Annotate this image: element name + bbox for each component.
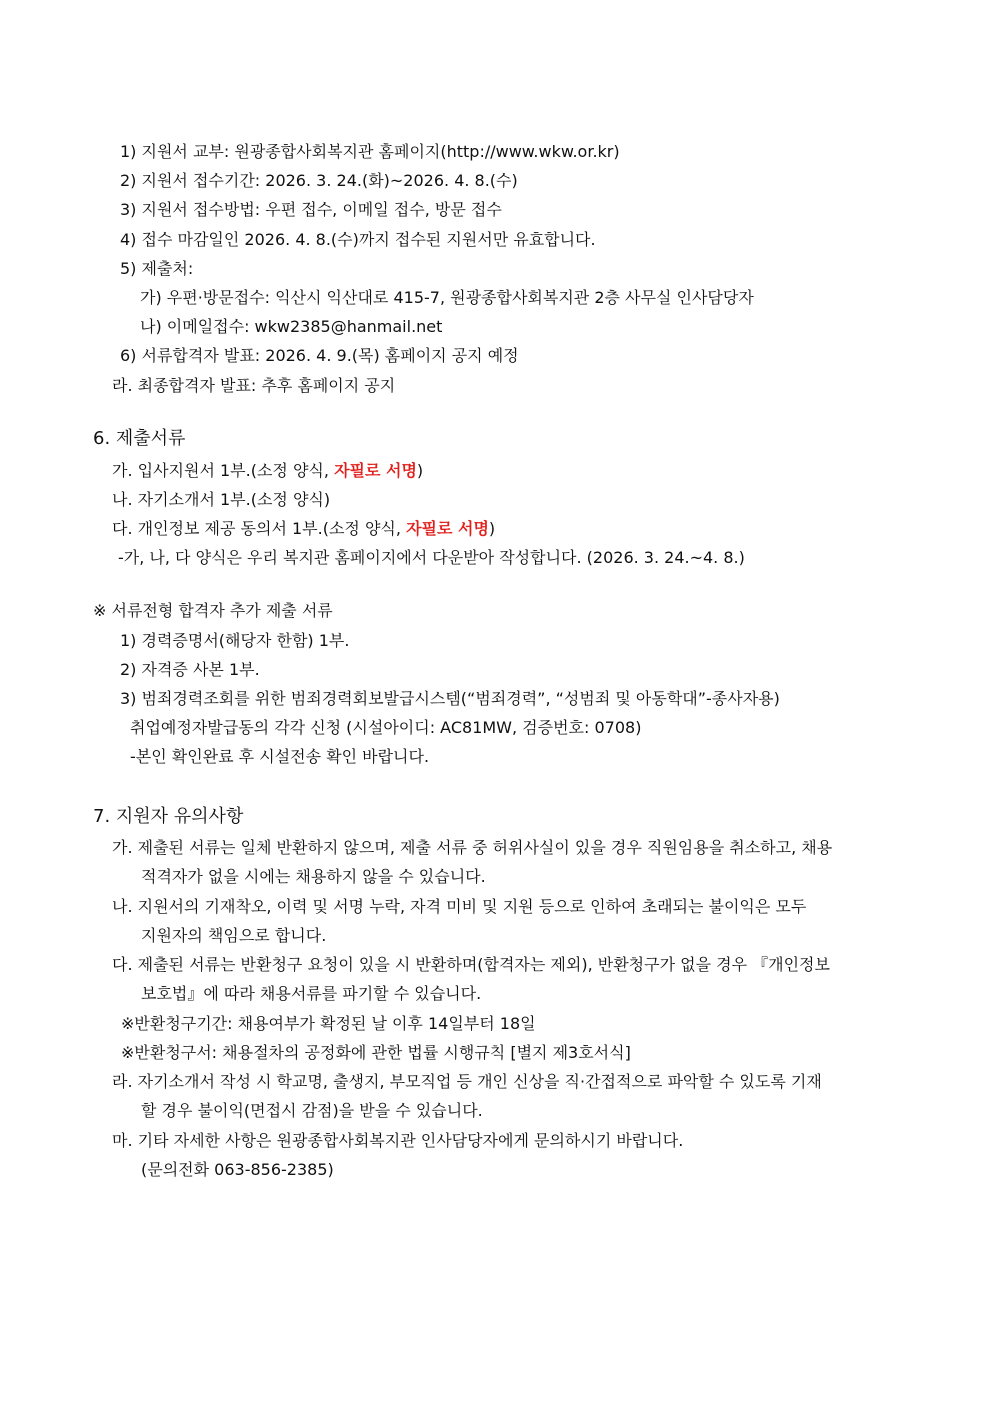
section-7-title: 7. 지원자 유의사항 bbox=[93, 806, 244, 827]
additional-docs-title: ※ 서류전형 합격자 추가 제출 서류 bbox=[93, 601, 333, 620]
list-item: 3) 범죄경력조회를 위한 범죄경력회보발급시스템(“범죄경력”, “성범죄 및 아동학대”-종사자용) bbox=[120, 689, 780, 708]
list-item: 1) 경력증명서(해당자 한함) 1부. bbox=[120, 631, 350, 650]
notice-e: 마. 기타 자세한 사항은 원광종합사회복지관 인사담당자에게 문의하시기 바랍니다. bbox=[112, 1131, 684, 1150]
signature-required: 자필로 서명 bbox=[406, 519, 489, 538]
notice-b: 나. 지원서의 기재착오, 이력 및 서명 누락, 자격 미비 및 지원 등으로 인하여 초래되는 불이익은 모두 bbox=[112, 897, 807, 916]
list-item: 6) 서류합격자 발표: 2026. 4. 9.(목) 홈페이지 공지 예정 bbox=[120, 346, 519, 365]
list-item: 1) 지원서 교부: 원광종합사회복지관 홈페이지(http://www.wkw.or.kr) bbox=[120, 142, 620, 161]
notice-c-cont: 보호법』에 따라 채용서류를 파기할 수 있습니다. bbox=[141, 984, 482, 1003]
notice-b-cont: 지원자의 책임으로 합니다. bbox=[141, 926, 327, 945]
list-item: 가. 입사지원서 1부.(소정 양식, 자필로 서명) bbox=[112, 461, 424, 480]
list-item: 4) 접수 마감일인 2026. 4. 8.(수)까지 접수된 지원서만 유효합니다. bbox=[120, 230, 596, 249]
return-form: ※반환청구서: 채용절차의 공정화에 관한 법률 시행규칙 [별지 제3호서식] bbox=[121, 1043, 631, 1062]
notice-d-cont: 할 경우 불이익(면접시 감점)을 받을 수 있습니다. bbox=[141, 1101, 483, 1120]
contact-phone: (문의전화 063-856-2385) bbox=[141, 1160, 334, 1179]
list-item: 3) 지원서 접수방법: 우편 접수, 이메일 접수, 방문 접수 bbox=[120, 200, 502, 219]
criminal-record-consent: 취업예정자발급동의 각각 신청 (시설아이디: AC81MW, 검증번호: 0708) bbox=[130, 718, 642, 737]
criminal-record-note: -본인 확인완료 후 시설전송 확인 바랍니다. bbox=[130, 747, 430, 766]
return-period: ※반환청구기간: 채용여부가 확정된 날 이후 14일부터 18일 bbox=[121, 1014, 536, 1033]
submission-email: 나) 이메일접수: wkw2385@hanmail.net bbox=[140, 317, 443, 336]
notice-a-cont: 적격자가 없을 시에는 채용하지 않을 수 있습니다. bbox=[141, 867, 486, 886]
final-announcement: 라. 최종합격자 발표: 추후 홈페이지 공지 bbox=[112, 376, 396, 395]
signature-required: 자필로 서명 bbox=[334, 461, 417, 480]
notice-c: 다. 제출된 서류는 반환청구 요청이 있을 시 반환하며(합격자는 제외), 반환청구가 없을 경우 『개인정보 bbox=[112, 955, 830, 974]
list-item: 2) 지원서 접수기간: 2026. 3. 24.(화)~2026. 4. 8.(수) bbox=[120, 171, 518, 190]
submission-address: 가) 우편·방문접수: 익산시 익산대로 415-7, 원광종합사회복지관 2층 사무실 인사담당자 bbox=[140, 288, 754, 307]
forms-note: -가, 나, 다 양식은 우리 복지관 홈페이지에서 다운받아 작성합니다. (2026. 3. 24.~4. 8.) bbox=[118, 548, 745, 567]
list-item: 5) 제출처: bbox=[120, 259, 194, 278]
list-item: 나. 자기소개서 1부.(소정 양식) bbox=[112, 490, 331, 509]
section-6-title: 6. 제출서류 bbox=[93, 428, 186, 449]
list-item: 2) 자격증 사본 1부. bbox=[120, 660, 260, 679]
notice-d: 라. 자기소개서 작성 시 학교명, 출생지, 부모직업 등 개인 신상을 직·간접적으로 파악할 수 있도록 기재 bbox=[112, 1072, 822, 1091]
list-item: 다. 개인정보 제공 동의서 1부.(소정 양식, 자필로 서명) bbox=[112, 519, 496, 538]
notice-a: 가. 제출된 서류는 일체 반환하지 않으며, 제출 서류 중 허위사실이 있을 경우 직원임용을 취소하고, 채용 bbox=[112, 838, 833, 857]
